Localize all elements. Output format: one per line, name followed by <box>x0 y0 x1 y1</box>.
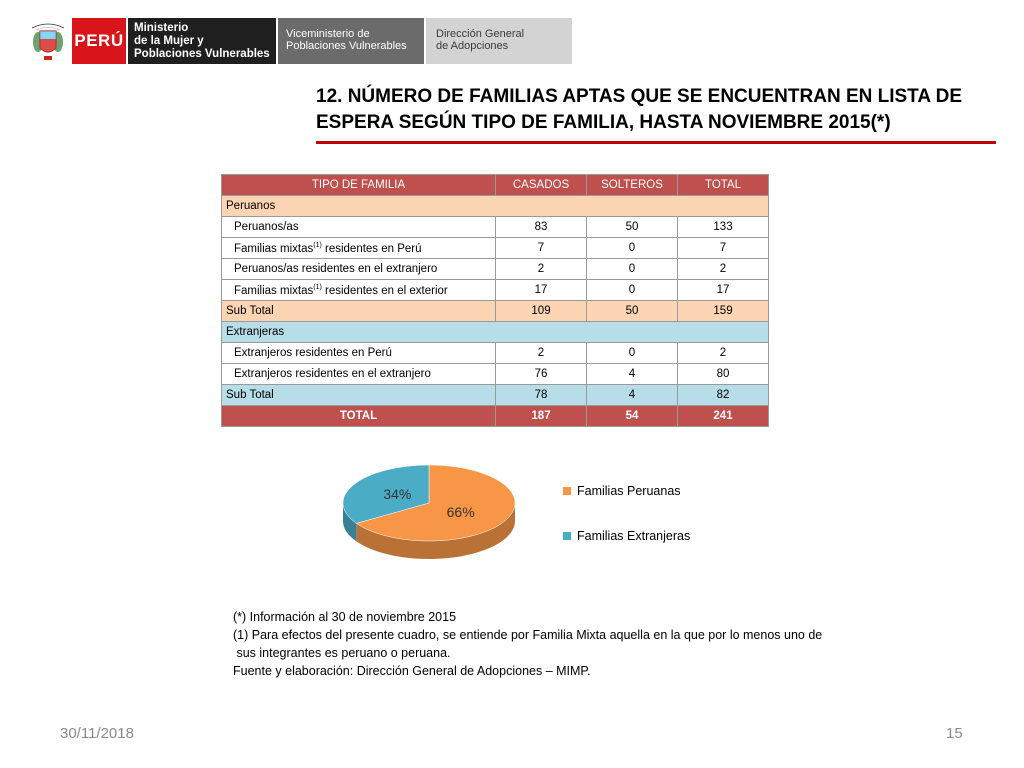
legend-swatch <box>563 532 571 540</box>
pie-chart <box>335 455 525 575</box>
header-tipo: TIPO DE FAMILIA <box>222 175 496 196</box>
cell-tipo <box>222 238 496 259</box>
cell-casados: 83 <box>496 217 587 238</box>
cell-tipo: Peruanos/as residentes en el extranjero <box>222 259 496 280</box>
cell-tipo-text: Familias mixtas <box>234 284 314 297</box>
slide-title <box>316 84 996 136</box>
header-casados: CASADOS <box>496 175 587 196</box>
total-solteros: 54 <box>587 406 678 427</box>
total-label: TOTAL <box>222 406 496 427</box>
page-number: 15 <box>946 725 963 742</box>
table-row <box>222 238 769 259</box>
section-label: Extranjeras <box>222 322 769 343</box>
total-total: 241 <box>678 406 769 427</box>
peru-label: PERÚ <box>74 31 124 50</box>
vice-line: Viceministerio de <box>286 28 370 40</box>
table-row <box>222 343 769 364</box>
subtotal-total: 82 <box>678 385 769 406</box>
section-label: Peruanos <box>222 196 769 217</box>
cell-tipo-text: residentes en Perú <box>321 242 422 255</box>
subtotal-row-peruanos <box>222 301 769 322</box>
cell-solteros: 0 <box>587 280 678 301</box>
direction-logo <box>426 18 572 64</box>
header-logos <box>28 18 572 64</box>
cell-tipo-text: residentes en el exterior <box>321 284 448 297</box>
legend-swatch <box>563 487 571 495</box>
peru-logo <box>72 18 126 64</box>
subtotal-row-extranjeras <box>222 385 769 406</box>
cell-tipo: Extranjeros residentes en el extranjero <box>222 364 496 385</box>
chart-legend <box>563 484 690 574</box>
title-line-1: 12. NÚMERO DE FAMILIAS APTAS QUE SE ENCUENTRAN EN LISTA DE <box>316 86 963 107</box>
legend-item-extranjeras <box>563 529 690 543</box>
cell-solteros: 0 <box>587 343 678 364</box>
cell-solteros: 4 <box>587 364 678 385</box>
subtotal-label: Sub Total <box>222 301 496 322</box>
legend-label: Familias Peruanas <box>577 484 681 498</box>
families-table <box>221 174 769 427</box>
table-row <box>222 259 769 280</box>
note-line: sus integrantes es peruano o peruana. <box>233 646 451 660</box>
cell-casados: 2 <box>496 343 587 364</box>
table-row <box>222 364 769 385</box>
cell-total: 80 <box>678 364 769 385</box>
vice-line: Poblaciones Vulnerables <box>286 40 407 52</box>
cell-tipo: Peruanos/as <box>222 217 496 238</box>
table-header-row <box>222 175 769 196</box>
footnote-marker: (1) <box>313 283 322 291</box>
cell-total: 2 <box>678 259 769 280</box>
footnote-marker: (1) <box>313 241 322 249</box>
cell-solteros: 0 <box>587 259 678 280</box>
subtotal-solteros: 50 <box>587 301 678 322</box>
direction-line: Dirección General <box>436 28 525 40</box>
total-casados: 187 <box>496 406 587 427</box>
total-row <box>222 406 769 427</box>
subtotal-casados: 78 <box>496 385 587 406</box>
viceministry-logo <box>278 18 424 64</box>
table-row <box>222 280 769 301</box>
note-line: Fuente y elaboración: Dirección General de Adopciones – MIMP. <box>233 664 591 678</box>
cell-tipo <box>222 280 496 301</box>
cell-casados: 2 <box>496 259 587 280</box>
pie-data-label: 34% <box>383 485 412 502</box>
direction-line: de Adopciones <box>436 40 509 52</box>
note-line: (*) Información al 30 de noviembre 2015 <box>233 610 457 624</box>
subtotal-total: 159 <box>678 301 769 322</box>
ministry-logo <box>128 18 276 64</box>
table-row <box>222 217 769 238</box>
header-solteros: SOLTEROS <box>587 175 678 196</box>
title-line-2: ESPERA SEGÚN TIPO DE FAMILIA, HASTA NOVIEMBRE 2015(*) <box>316 112 891 133</box>
cell-solteros: 50 <box>587 217 678 238</box>
ministry-line: de la Mujer y <box>134 35 204 47</box>
legend-label: Familias Extranjeras <box>577 529 691 543</box>
cell-total: 133 <box>678 217 769 238</box>
footer-date: 30/11/2018 <box>60 725 134 742</box>
section-row-extranjeras <box>222 322 769 343</box>
title-underline <box>316 141 996 144</box>
header-total: TOTAL <box>678 175 769 196</box>
cell-total: 2 <box>678 343 769 364</box>
cell-tipo: Extranjeros residentes en Perú <box>222 343 496 364</box>
ministry-line: Poblaciones Vulnerables <box>134 48 270 60</box>
subtotal-casados: 109 <box>496 301 587 322</box>
cell-casados: 17 <box>496 280 587 301</box>
pie-data-label: 66% <box>446 504 475 521</box>
subtotal-label: Sub Total <box>222 385 496 406</box>
legend-item-peruanas <box>563 484 690 498</box>
cell-casados: 7 <box>496 238 587 259</box>
ministry-line: Ministerio <box>134 22 189 34</box>
cell-casados: 76 <box>496 364 587 385</box>
cell-total: 17 <box>678 280 769 301</box>
cell-tipo-text: Familias mixtas <box>234 242 314 255</box>
footnotes <box>233 608 822 680</box>
cell-total: 7 <box>678 238 769 259</box>
subtotal-solteros: 4 <box>587 385 678 406</box>
coat-of-arms-icon <box>28 18 68 64</box>
cell-solteros: 0 <box>587 238 678 259</box>
note-line: (1) Para efectos del presente cuadro, se entiende por Familia Mixta aquella en la que por lo menos uno de <box>233 628 823 642</box>
section-row-peruanos <box>222 196 769 217</box>
